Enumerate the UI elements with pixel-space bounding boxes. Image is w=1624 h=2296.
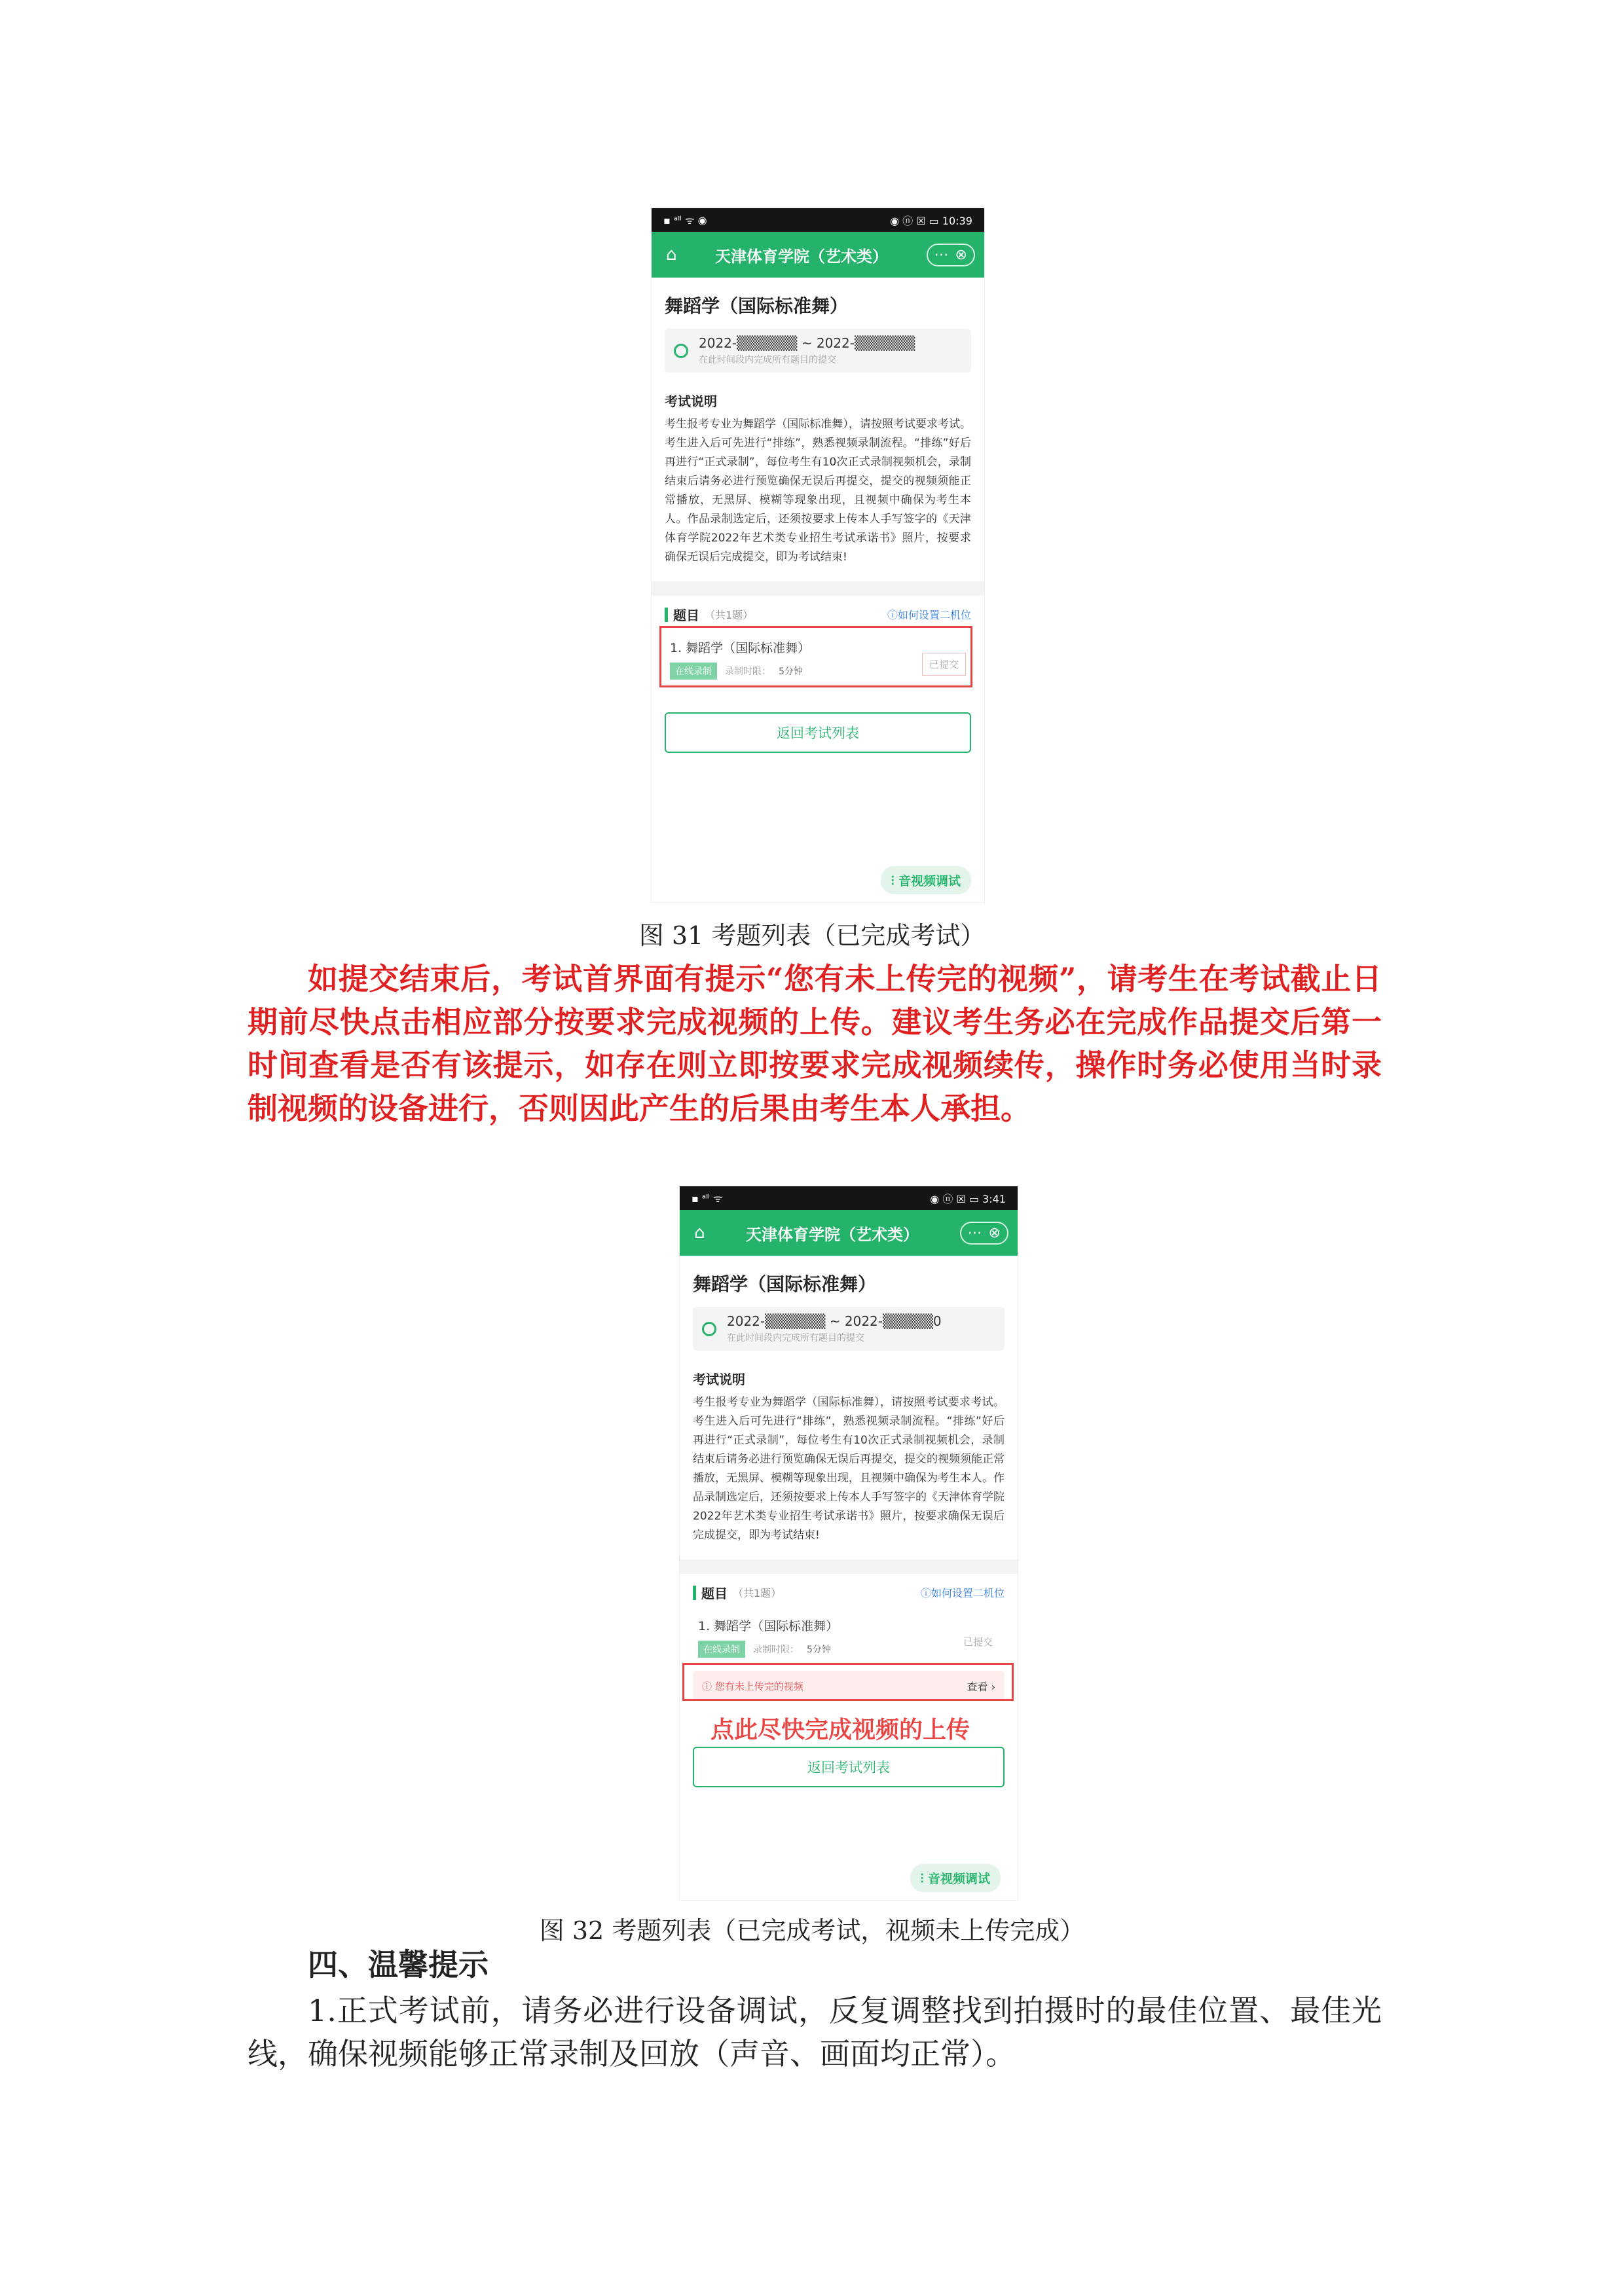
app-title-bar [680,1210,1018,1256]
highlight-frame [659,626,972,687]
online-record-tag: 在线录制 [670,663,717,680]
warning-text: ⓘ 您有未上传完的视频 [702,1680,803,1692]
status-bar [680,1186,1018,1210]
capsule-menu[interactable] [960,1222,1008,1245]
questions-label: 题目 [673,608,699,623]
questions-header [693,1583,1005,1602]
clock-icon [702,1322,716,1336]
divider [652,581,984,596]
second-device-link[interactable]: ⓘ如何设置二机位 [920,1587,1005,1599]
more-icon[interactable]: ⋯ [934,246,949,263]
submitted-status: 已提交 [963,1636,993,1648]
question-item[interactable] [693,1611,1005,1663]
exam-time-range: 2022-▒▒▒▒▒▒ ~ 2022-▒▒▒▒▒0 [727,1313,942,1329]
questions-header [665,605,971,624]
instructions-heading: 考试说明 [665,393,717,409]
questions-label: 题目 [701,1586,728,1601]
duration-value: 5分钟 [779,666,803,677]
more-icon[interactable]: ⋯ [967,1224,982,1241]
duration-label: 录制时限： [753,1645,799,1655]
app-title: 天津体育学院（艺术类） [715,247,889,266]
figure-caption-32: 图 32 考题列表（已完成考试，视频未上传完成） [539,1916,1085,1945]
online-record-tag: 在线录制 [698,1641,745,1658]
duration-label: 录制时限： [725,666,771,677]
screenshot-exam-list-upload-pending [680,1186,1018,1900]
equalizer-icon: ⫶ [891,874,898,888]
section-heading-tips: 四、温馨提示 [308,1947,489,1982]
exam-detail [680,1270,1018,1787]
duration-value: 5分钟 [807,1645,831,1655]
section-marker [665,608,668,622]
second-device-link[interactable]: ⓘ如何设置二机位 [887,609,971,621]
back-to-exam-list-button[interactable]: 返回考试列表 [665,712,971,753]
questions-count: （共1题） [705,609,754,621]
section-marker [693,1586,696,1600]
figure-caption-31: 图 31 考题列表（已完成考试） [638,921,986,950]
question-name: 1. 舞蹈学（国际标准舞） [698,1619,839,1633]
instructions-text: 考生报考专业为舞蹈学（国际标准舞），请按照考试要求考试。考生进入后可先进行“排练”，熟悉视频录制流程。“排练”好后再进行“正式录制”，每位考生有10次正式录制视频机会，录制结束后请务必进行预览确保无误后再提交，提交的视频须能正常播放，无黑屏、模糊等现象出现，且视频中确保为考生本人。作品录制选定后，还须按要求上传本人手写签字的《天津体育学院2022年艺术类专业招生考试承诺书》照片，按要求确保无误后完成提交，即为考试结束! [693,1396,1005,1542]
close-icon[interactable]: ⊗ [955,246,967,263]
app-title: 天津体育学院（艺术类） [746,1225,919,1244]
close-icon[interactable]: ⊗ [988,1224,1001,1241]
app-title-bar [652,232,984,278]
status-icons-left: ▪ ᵃᴵˡ ᯤ ◉ [663,214,707,227]
annotation-upload-hint: 点此尽快完成视频的上传 [710,1717,970,1743]
status-bar [652,208,984,232]
upload-reminder-paragraph: 如提交结束后，考试首界面有提示“您有未上传完的视频”，请考生在考试截止日期前尽快点击相应部分按要求完成视频的上传。建议考生务必在完成作品提交后第一时间查看是否有该提示，如存在则立即按要求完成视频续传，操作时务必使用当时录制视频的设备进行，否则因此产生的后果由考生本人承担。 [248,961,1382,1126]
exam-time-note: 在此时间段内完成所有题目的提交 [727,1333,864,1343]
exam-title: 舞蹈学（国际标准舞） [665,295,849,317]
instructions-heading: 考试说明 [693,1372,745,1387]
exam-title: 舞蹈学（国际标准舞） [693,1273,877,1295]
instructions-text: 考生报考专业为舞蹈学（国际标准舞），请按照考试要求考试。考生进入后可先进行“排练”，熟悉视频录制流程。“排练”好后再进行“正式录制”，每位考生有10次正式录制视频机会，录制结束后请务必进行预览确保无误后再提交，提交的视频须能正常播放，无黑屏、模糊等现象出现，且视频中确保为考生本人。作品录制选定后，还须按要求上传本人手写签字的《天津体育学院2022年艺术类专业招生考试承诺书》照片，按要求确保无误后完成提交，即为考试结束! [665,418,971,564]
home-icon[interactable]: ⌂ [666,245,677,264]
question-name: 1. 舞蹈学（国际标准舞） [670,641,811,655]
exam-time-note: 在此时间段内完成所有题目的提交 [699,355,836,365]
status-icons-left: ▪ ᵃᴵˡ ᯤ [692,1192,723,1205]
view-link[interactable]: 查看 › [967,1680,995,1693]
equalizer-icon: ⫶ [920,1872,928,1886]
clock-icon [674,344,688,358]
av-test-button[interactable]: ⫶ 音视频调试 [910,1864,1001,1892]
highlight-frame [682,1663,1014,1701]
home-icon[interactable]: ⌂ [694,1223,705,1243]
submitted-status: 已提交 [922,653,966,676]
status-icons-right: ◉ ⓝ ☒ ▭ 3:41 [930,1192,1006,1205]
screenshot-exam-list-completed [652,208,984,902]
status-icons-right: ◉ ⓝ ☒ ▭ 10:39 [890,214,972,227]
exam-time-range: 2022-▒▒▒▒▒▒ ~ 2022-▒▒▒▒▒▒ [699,335,915,351]
exam-time-box [665,329,971,373]
capsule-menu[interactable] [927,244,975,266]
tip-paragraph-1: 1.正式考试前，请务必进行设备调试，反复调整找到拍摄时的最佳位置、最佳光线，确保视频能够正常录制及回放（声音、画面均正常）。 [248,1993,1382,2071]
back-to-exam-list-button[interactable]: 返回考试列表 [693,1747,1005,1787]
av-test-button[interactable]: ⫶ 音视频调试 [881,866,971,894]
exam-time-box [693,1307,1005,1351]
questions-count: （共1题） [733,1587,782,1599]
divider [680,1559,1018,1574]
